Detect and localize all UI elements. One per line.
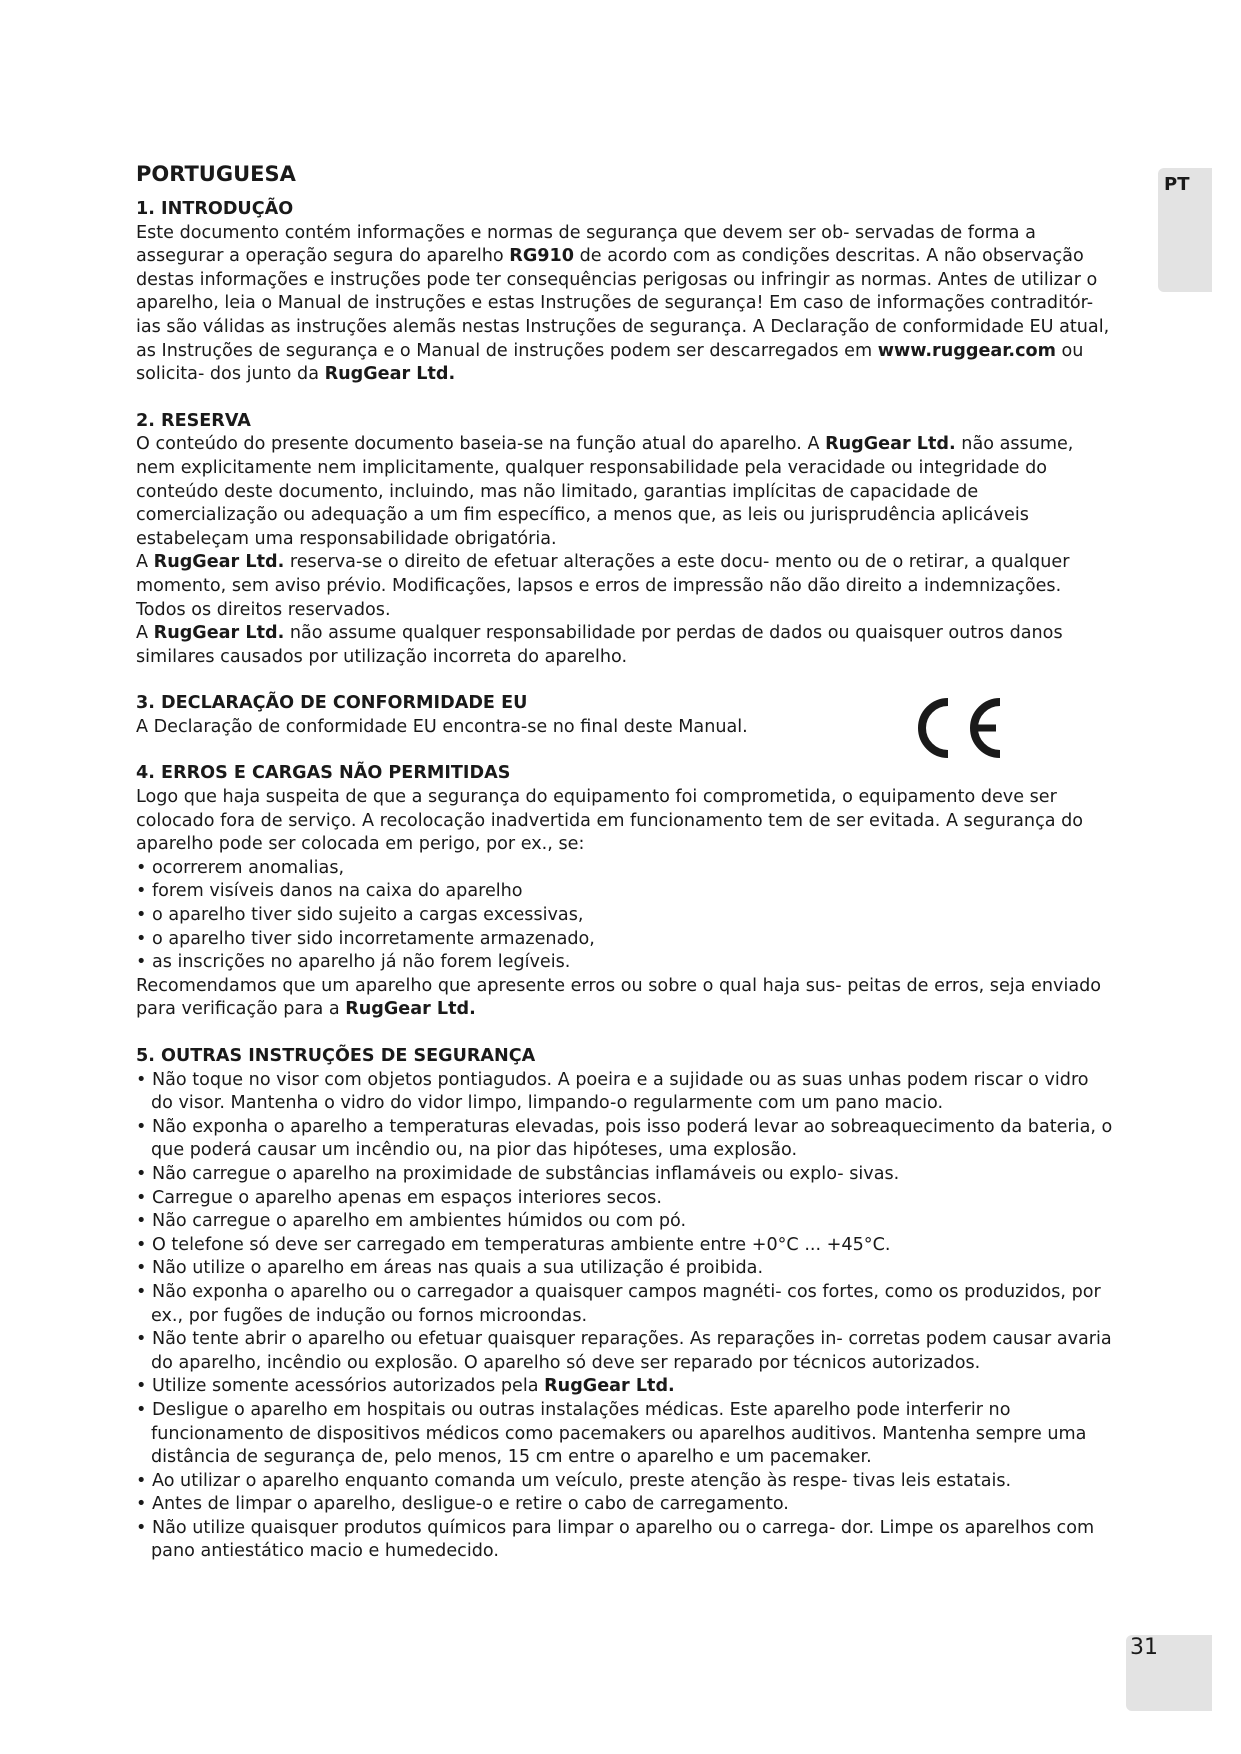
bullet-list: [136, 857, 1116, 975]
list-item: • as inscrições no aparelho já não forem legíveis.: [136, 952, 571, 973]
list-item: • Não exponha o aparelho a temperaturas elevadas, pois isso poderá levar ao sobreaquecimento da bateria, o que poderá causar um incêndio ou, na pior das hipóteses, uma explosão.: [136, 1116, 1113, 1161]
paragraph: O conteúdo do presente documento baseia-se na função atual do aparelho. A RugGear Ltd. não assume, nem explicitamente nem implicitamente, qualquer responsabilidade pela veracidade ou integridade do conteúdo deste documento, incluindo, mas não limitado, garantias implícitas de capacidade de comercialização ou adequação a um fim específico, a menos que, as leis ou jurisprudência aplicáveis estabeleçam uma responsabilidade obrigatória.: [136, 434, 1074, 549]
list-item: • o aparelho tiver sido sujeito a cargas excessivas,: [136, 905, 584, 926]
list-item: • Não carregue o aparelho em ambientes húmidos ou com pó.: [136, 1211, 687, 1232]
paragraph: Recomendamos que um aparelho que apresente erros ou sobre o qual haja sus- peitas de erros, seja enviado para verificação para a RugGear Ltd.: [136, 975, 1102, 1020]
page-number-tab: [1126, 1635, 1212, 1711]
list-item: • o aparelho tiver sido incorretamente armazenado,: [136, 928, 595, 949]
language-tab-label: PT: [1164, 174, 1190, 195]
section-safety: [136, 1045, 1116, 1564]
section-errors: [136, 762, 1116, 1022]
website-link-text: www.ruggear.com: [877, 340, 1056, 361]
page-title: PORTUGUESA: [136, 162, 296, 186]
list-item: • Não exponha o aparelho ou o carregador a quaisquer campos magnéti- cos fortes, como os produzidos, por ex., por fugões de indução ou fornos microondas.: [136, 1281, 1101, 1326]
list-item: • Desligue o aparelho em hospitais ou outras instalações médicas. Este aparelho pode interferir no funcionamento de dispositivos médicos como pacemakers ou aparelhos auditivos. Mantenha sempre uma distância de segurança de, pelo menos, 15 cm entre o aparelho e um pacemaker.: [136, 1399, 1087, 1468]
list-item: • Não carregue o aparelho na proximidade de substâncias inflamáveis ou explo- sivas.: [136, 1163, 900, 1184]
list-item: • Antes de limpar o aparelho, desligue-o e retire o cabo de carregamento.: [136, 1494, 789, 1515]
section-conformity: [136, 692, 1116, 739]
list-item: • Utilize somente acessórios autorizados pela RugGear Ltd.: [136, 1376, 675, 1397]
section-heading: 5. OUTRAS INSTRUÇÕES DE SEGURANÇA: [136, 1046, 536, 1066]
paragraph: Este documento contém informações e normas de segurança que devem ser ob- servadas de forma a assegurar a operação segura do aparelho RG910 de acordo com as condições descritas. A não observação destas informações e instruções pode ter consequências perigosas ou infringir as normas. Antes de utilizar o aparelho, leia o Manual de instruções e estas Instruções de segurança! Em caso de informações contraditór- ias são válidas as instruções alemãs nestas Instruções de segurança. A Declaração de conformidade EU atual, as Instruções de segurança e o Manual de instruções podem ser descarregados em www.ruggear.com ou solicita- dos junto da RugGear Ltd.: [136, 222, 1110, 385]
list-item: • O telefone só deve ser carregado em temperaturas ambiente entre +0°C ... +45°C.: [136, 1234, 891, 1255]
paragraph: A Declaração de conformidade EU encontra-se no final deste Manual.: [136, 716, 748, 737]
paragraph: Logo que haja suspeita de que a segurança do equipamento foi comprometida, o equipamento deve ser colocado fora de serviço. A recolocação inadvertida em funcionamento tem de ser evitada. A segurança do aparelho pode ser colocada em perigo, por ex., se:: [136, 787, 1084, 855]
section-heading: 4. ERROS E CARGAS NÃO PERMITIDAS: [136, 763, 511, 784]
list-item: • Não toque no visor com objetos pontiagudos. A poeira e a sujidade ou as suas unhas podem riscar o vidro do visor. Mantenha o vidro do vidor limpo, limpando-o regularmente com um pano macio.: [136, 1069, 1089, 1114]
section-heading: 3. DECLARAÇÃO DE CONFORMIDADE EU: [136, 693, 528, 714]
section-heading: 1. INTRODUÇÃO: [136, 199, 294, 219]
section-introduction: [136, 198, 1116, 387]
list-item: • Não utilize o aparelho em áreas nas quais a sua utilização é proibida.: [136, 1258, 764, 1279]
document-body: [136, 160, 1116, 1587]
list-item: • Não utilize quaisquer produtos químicos para limpar o aparelho ou o carrega- dor. Limpe os aparelhos com pano antiestático macio e humedecido.: [136, 1517, 1095, 1562]
section-disclaimer: [136, 410, 1116, 670]
page-number: 31: [1130, 1635, 1158, 1660]
language-tab: [1158, 168, 1212, 292]
list-item: • Carregue o aparelho apenas em espaços interiores secos.: [136, 1187, 662, 1208]
paragraph: A RugGear Ltd. reserva-se o direito de efetuar alterações a este docu- mento ou de o retirar, a qualquer momento, sem aviso prévio. Modificações, lapsos e erros de impressão não dão direito a indemnizações. Todos os direitos reservados.: [136, 552, 1070, 620]
list-item: • forem visíveis danos na caixa do aparelho: [136, 881, 523, 902]
list-item: • ocorrerem anomalias,: [136, 857, 345, 878]
section-heading: 2. RESERVA: [136, 410, 251, 431]
bullet-list: [136, 1069, 1116, 1564]
paragraph: A RugGear Ltd. não assume qualquer responsabilidade por perdas de dados ou quaisquer outros danos similares causados por utilização incorreta do aparelho.: [136, 623, 1063, 667]
list-item: • Ao utilizar o aparelho enquanto comanda um veículo, preste atenção às respe- tivas leis estatais.: [136, 1470, 1012, 1491]
list-item: • Não tente abrir o aparelho ou efetuar quaisquer reparações. As reparações in- corretas podem causar avaria do aparelho, incêndio ou explosão. O aparelho só deve ser reparado por técnicos autorizados.: [136, 1329, 1112, 1373]
